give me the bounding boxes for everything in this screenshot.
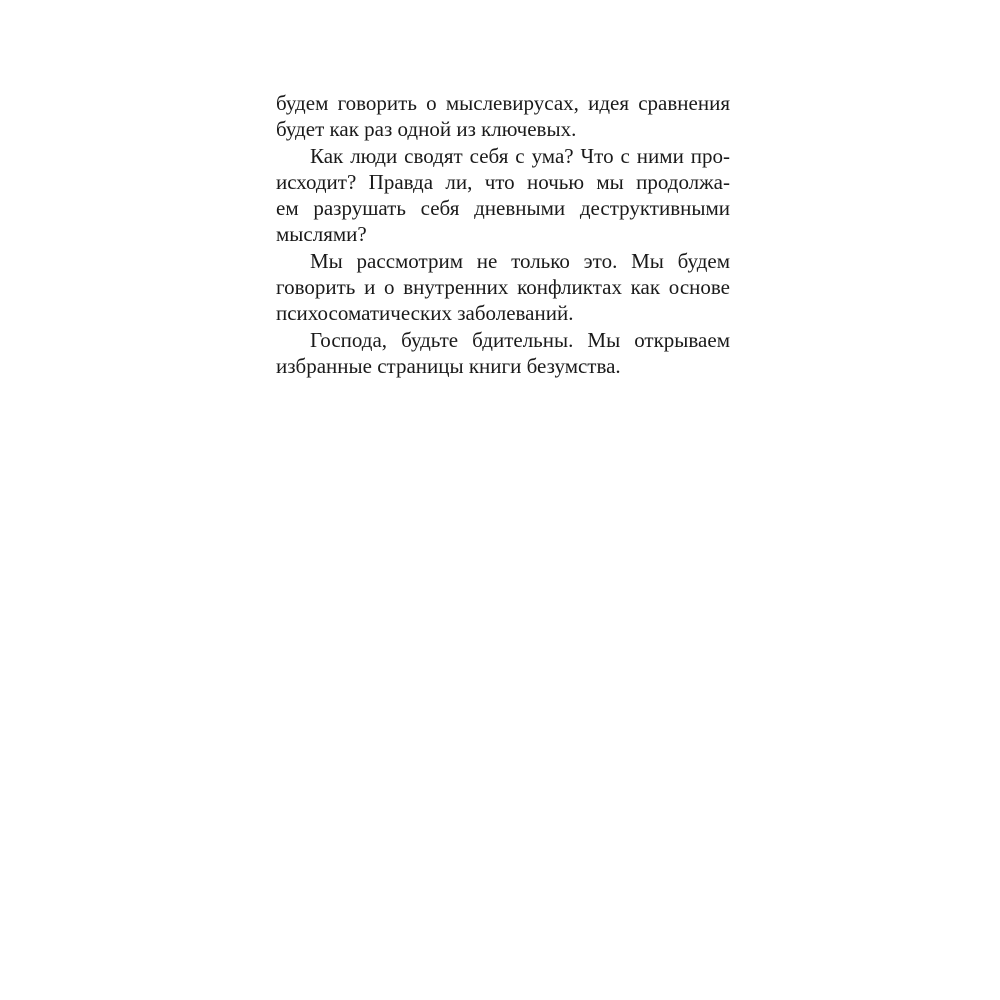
text-line: будем говорить о мыслевирусах, идея сравнения [276, 91, 730, 115]
text-line: избранные страницы книги безумства. [276, 353, 621, 378]
text-line: говорить и о внутренних конфликтах как основе [276, 275, 730, 300]
text-line: будет как раз одной из ключевых. [276, 117, 577, 142]
text-line: ем разрушать себя дневными деструктивными [276, 196, 730, 221]
body-text [276, 90, 730, 379]
text-line: Как люди сводят себя с ума? Что с ними про- [310, 143, 730, 168]
text-line: Мы рассмотрим не только это. Мы будем [310, 248, 730, 273]
text-line: мыслями? [276, 222, 367, 247]
text-line: исходит? Правда ли, что ночью мы продолжа- [276, 169, 730, 194]
text-line: психосоматических заболеваний. [276, 301, 574, 326]
text-line: Господа, будьте бдительны. Мы открываем [310, 327, 730, 352]
